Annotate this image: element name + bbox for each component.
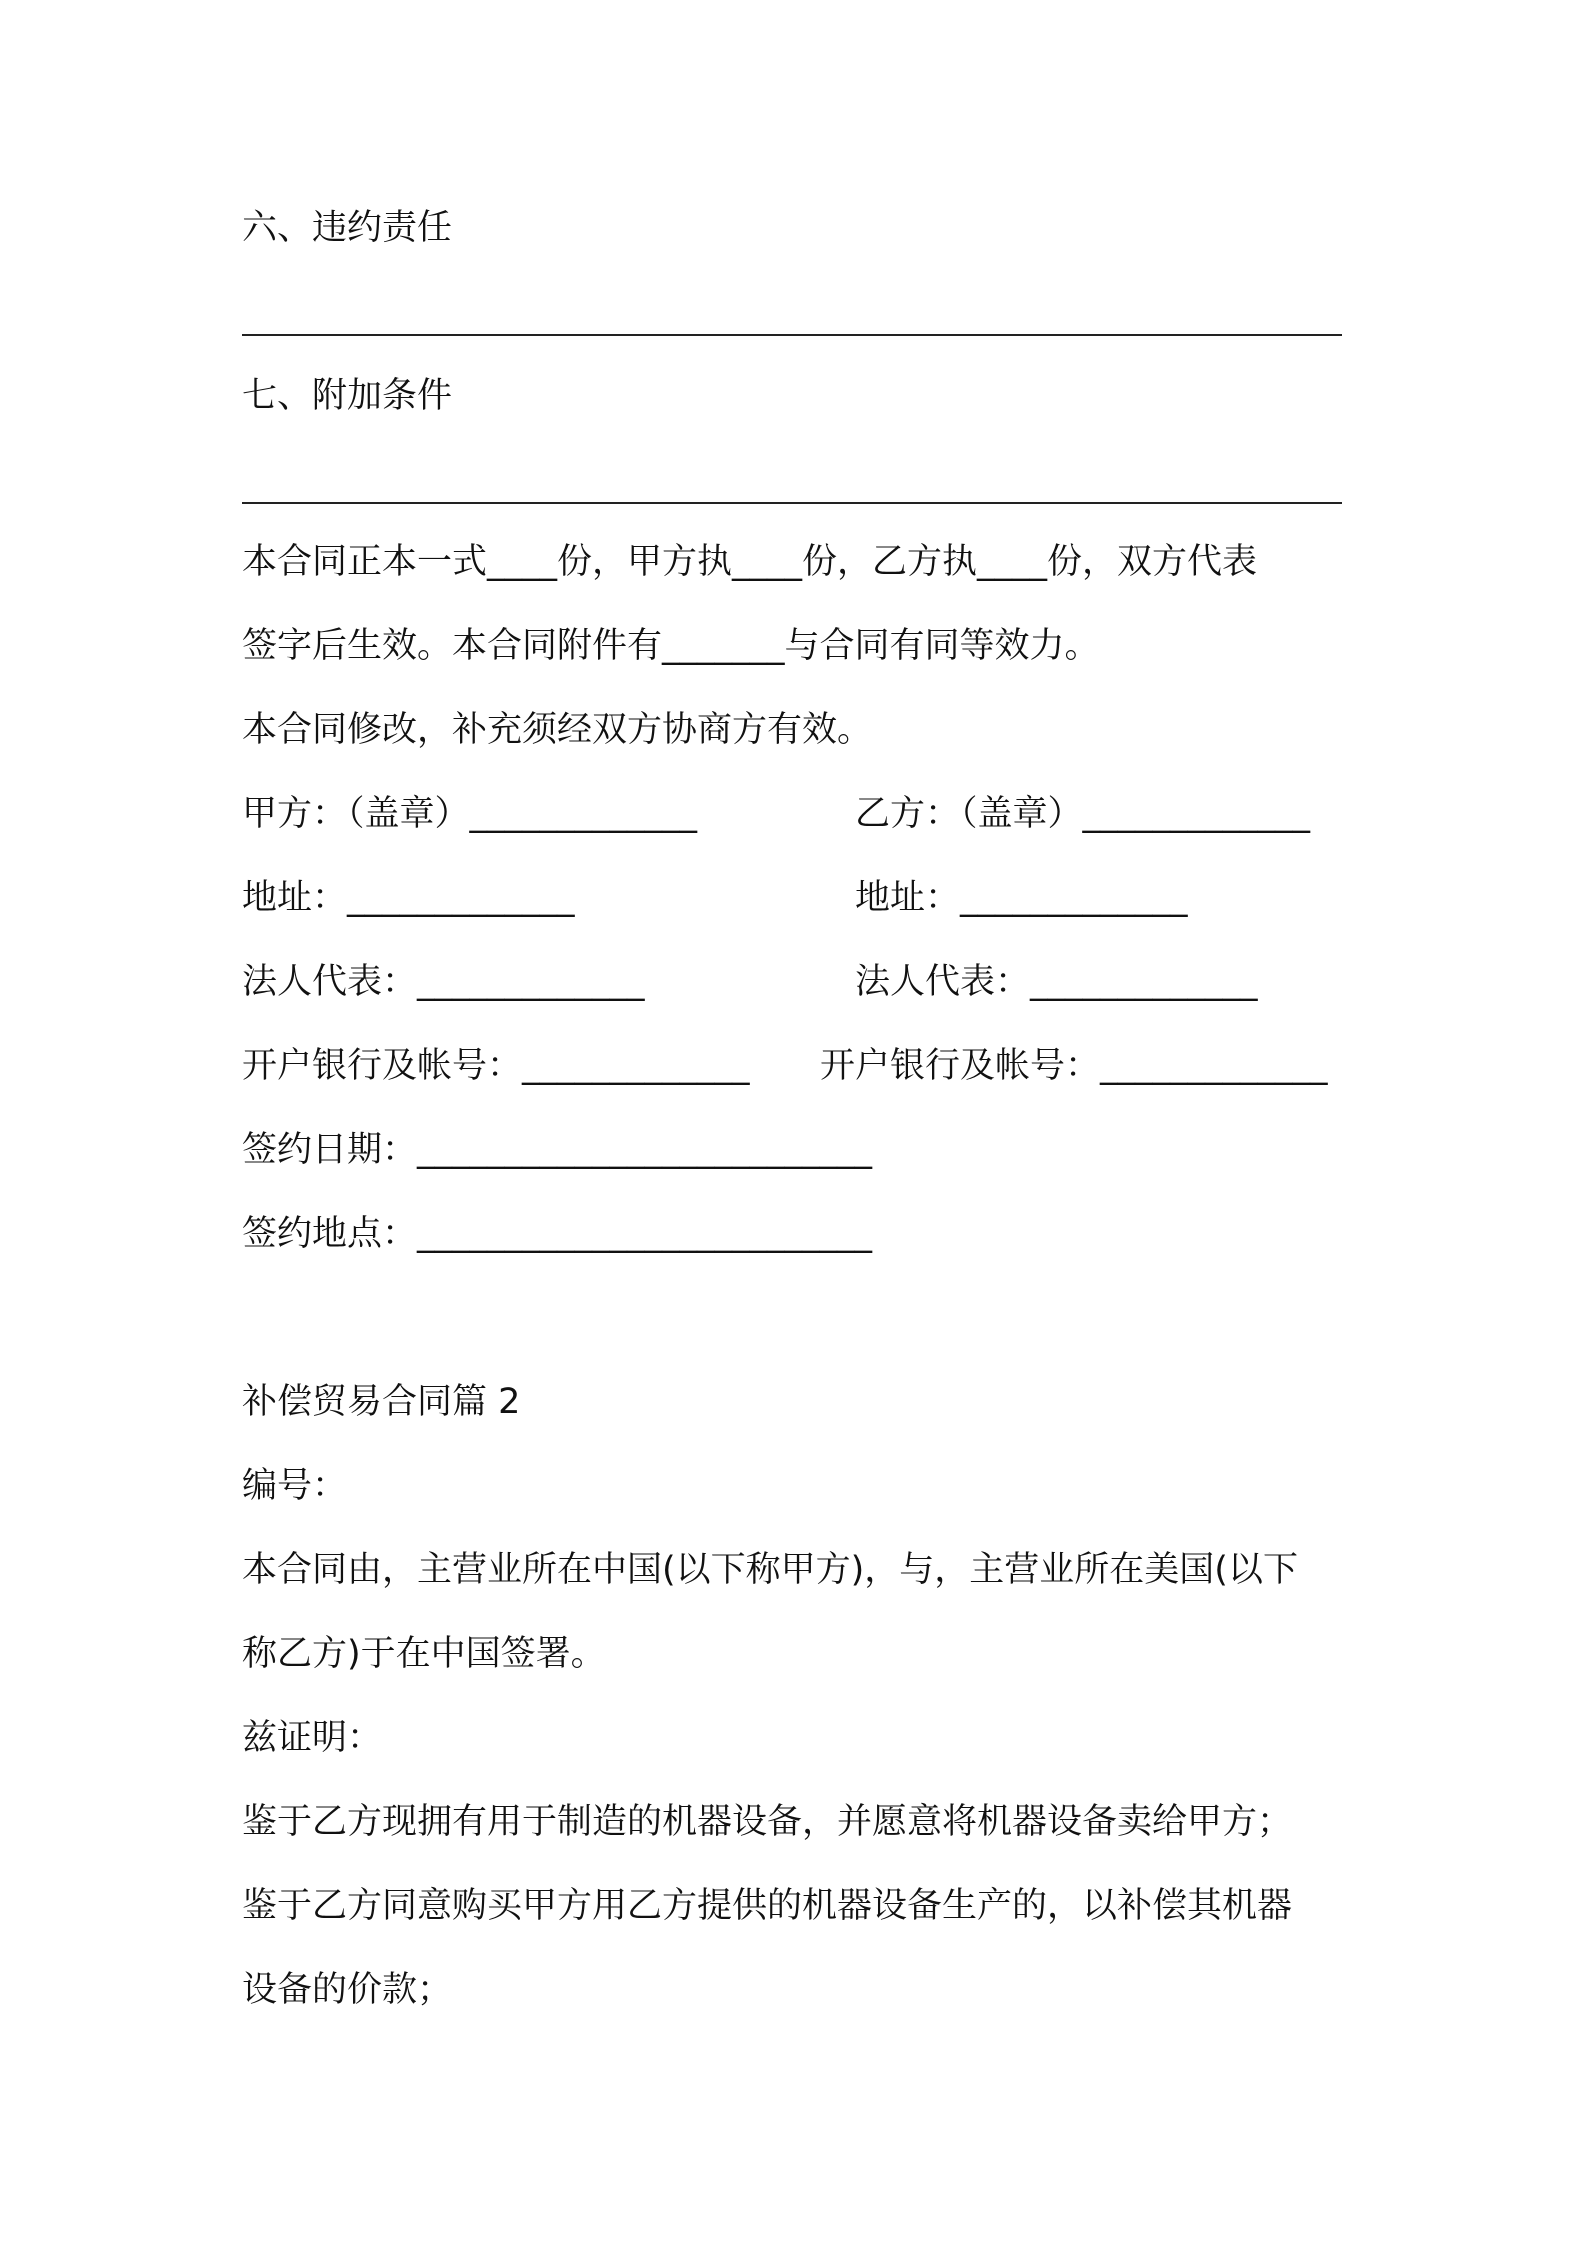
party-b-legal-rep: 法人代表：_____________ xyxy=(855,962,1258,1002)
party-b-bank-account: 开户银行及帐号：_____________ xyxy=(820,1046,1328,1086)
party-a-legal-rep: 法人代表：_____________ xyxy=(242,962,645,1002)
section-6-heading: 六、违约责任 xyxy=(242,208,453,248)
contract-2-recital-2-line-2: 设备的价款； xyxy=(242,1970,453,2010)
signing-place: 签约地点：__________________________ xyxy=(242,1214,873,1254)
signing-date: 签约日期：__________________________ xyxy=(242,1130,873,1170)
section-7-fill-line xyxy=(242,502,1342,504)
contract-2-recital-1: 鉴于乙方现拥有用于制造的机器设备，并愿意将机器设备卖给甲方； xyxy=(242,1802,1293,1842)
party-b-seal: 乙方：（盖章）_____________ xyxy=(855,794,1311,834)
closing-line-1: 本合同正本一式____份，甲方执____份，乙方执____份，双方代表 xyxy=(242,542,1258,582)
contract-2-witness: 兹证明： xyxy=(242,1718,383,1758)
party-a-address: 地址：_____________ xyxy=(242,878,575,918)
party-a-seal: 甲方：（盖章）_____________ xyxy=(242,794,698,834)
contract-2-recital-2-line-1: 鉴于乙方同意购买甲方用乙方提供的机器设备生产的，以补偿其机器 xyxy=(242,1886,1293,1926)
contract-2-title: 补偿贸易合同篇 2 xyxy=(242,1382,521,1422)
contract-2-intro-line-1: 本合同由，主营业所在中国(以下称甲方)，与，主营业所在美国(以下 xyxy=(242,1550,1298,1590)
party-b-address: 地址：_____________ xyxy=(855,878,1188,918)
section-7-heading: 七、附加条件 xyxy=(242,376,453,416)
party-a-bank-account: 开户银行及帐号：_____________ xyxy=(242,1046,750,1086)
section-6-fill-line xyxy=(242,334,1342,336)
closing-line-2: 签字后生效。本合同附件有_______与合同有同等效力。 xyxy=(242,626,1100,666)
contract-2-number: 编号： xyxy=(242,1466,348,1506)
contract-2-intro-line-2: 称乙方)于在中国签署。 xyxy=(242,1634,606,1674)
closing-line-3: 本合同修改，补充须经双方协商方有效。 xyxy=(242,710,873,750)
